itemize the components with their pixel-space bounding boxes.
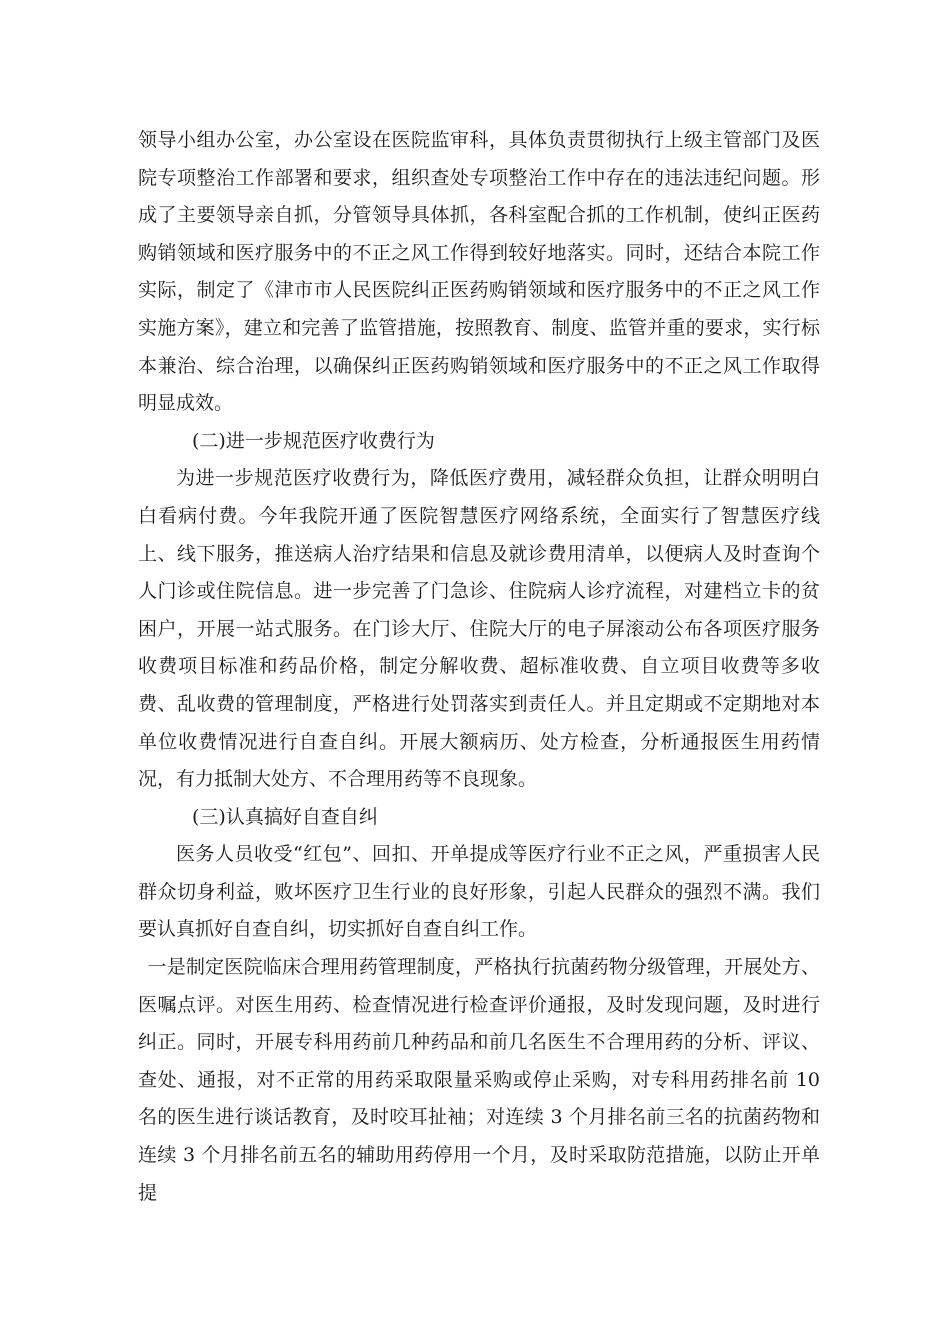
paragraph-rational-drug-use: 一是制定医院临床合理用药管理制度，严格执行抗菌药物分级管理，开展处方、医嘱点评。对医生用药、检查情况进行检查评价通报，及时发现问题，及时进行纠正。同时，开展专科用药前几种药品和前几名医生不合理用药的分析、评议、查处、通报，对不正常的用药采取限量采购或停止采购，对专科用药排名前 10 名的医生进行谈话教育，及时咬耳扯袖；对连续 3 个月排名前三名的抗菌药物和连续 3 个月排名前五名的辅助用药停用一个月，及时采取防范措施，以防止开单提 — [138, 956, 820, 1204]
section-heading-2: (二)进一步规范医疗收费行为 — [192, 429, 435, 452]
paragraph-fee-regulation: 为进一步规范医疗收费行为，降低医疗费用，减轻群众负担，让群众明明白白看病付费。今年我院开通了医院智慧医疗网络系统，全面实行了智慧医疗线上、线下服务，推送病人治疗结果和信息及就诊费用清单，以便病人及时查询个人门诊或住院信息。进一步完善了门急诊、住院病人诊疗流程，对建档立卡的贫困户，开展一站式服务。在门诊大厅、住院大厅的电子屏滚动公布各项医疗服务收费项目标准和药品价格，制定分解收费、超标准收费、自立项目收费等多收费、乱收费的管理制度，严格进行处罚落实到责任人。并且定期或不定期地对本单位收费情况进行自查自纠。开展大额病历、处方检查，分析通报医生用药情况，有力抵制大处方、不合理用药等不良现象。 — [138, 467, 820, 791]
section-heading-3: (三)认真搞好自查自纠 — [192, 805, 378, 828]
document-body — [138, 122, 820, 1212]
paragraph-continuation: 领导小组办公室，办公室设在医院监审科，具体负责贯彻执行上级主管部门及医院专项整治工作部署和要求，组织查处专项整治工作中存在的违法违纪问题。形成了主要领导亲自抓，分管领导具体抓，各科室配合抓的工作机制，使纠正医药购销领域和医疗服务中的不正之风工作得到较好地落实。同时，还结合本院工作实际，制定了《津市市人民医院纠正医药购销领域和医疗服务中的不正之风工作实施方案》，建立和完善了监管措施，按照教育、制度、监管并重的要求，实行标本兼治、综合治理，以确保纠正医药购销领域和医疗服务中的不正之风工作取得明显成效。 — [138, 129, 820, 415]
paragraph-self-inspection: 医务人员收受“红包”、回扣、开单提成等医疗行业不正之风，严重损害人民群众切身利益，败坏医疗卫生行业的良好形象，引起人民群众的强烈不满。我们要认真抓好自查自纠，切实抓好自查自纠工作。 — [138, 843, 820, 941]
